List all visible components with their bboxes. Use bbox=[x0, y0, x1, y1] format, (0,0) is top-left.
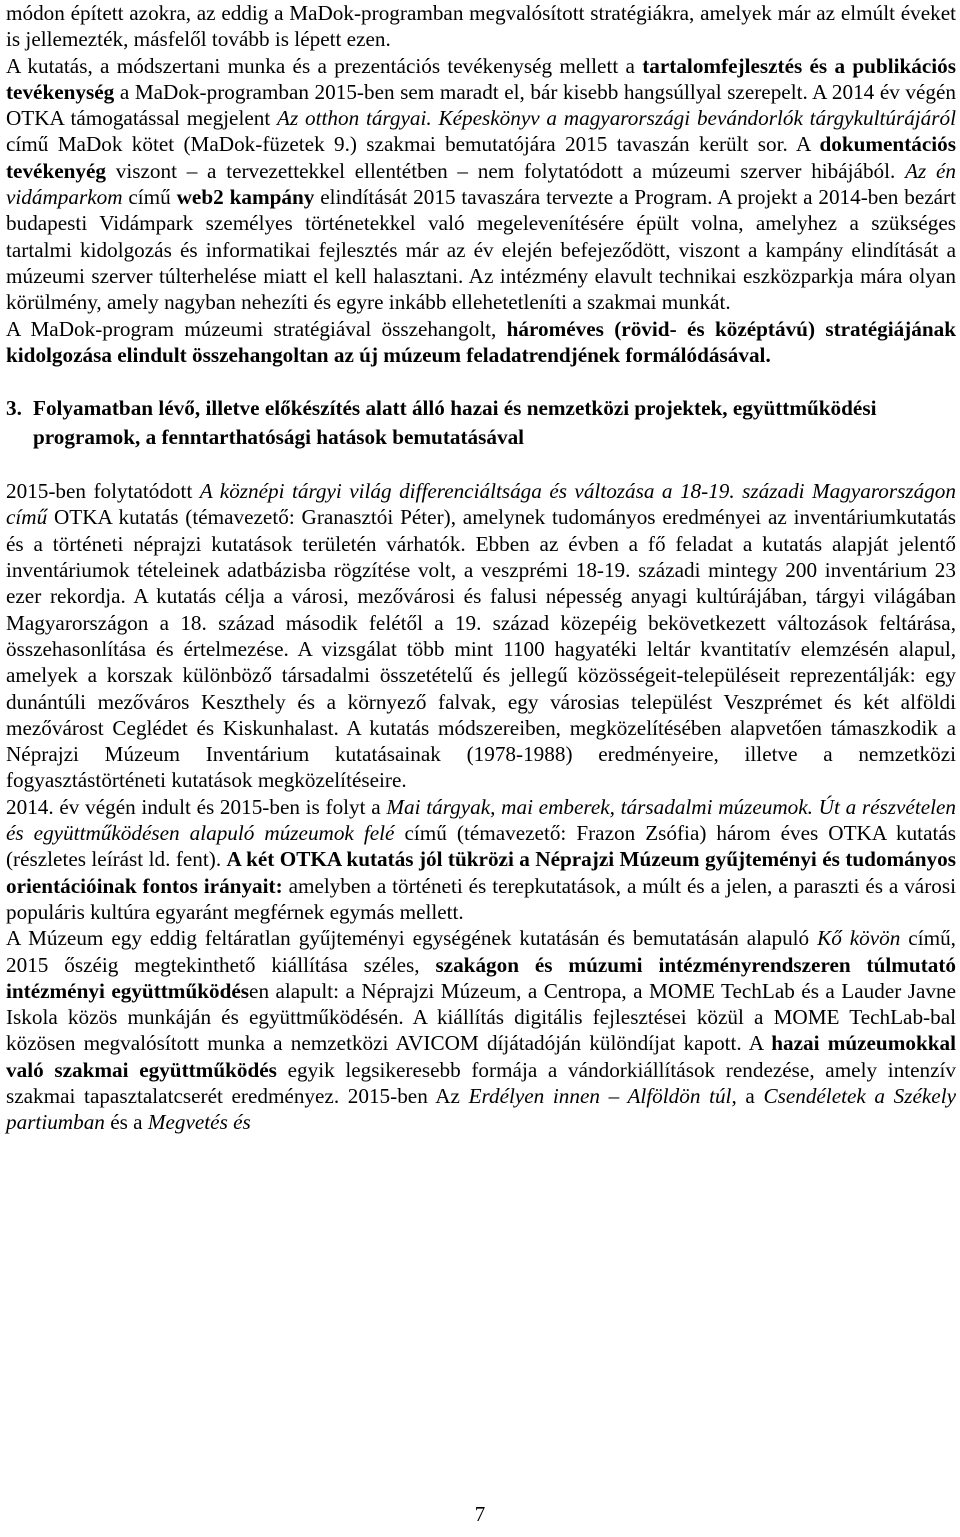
italic-run: Megvetés és bbox=[147, 1110, 251, 1135]
text-run: OTKA kutatás (témavezető: Granasztói Péter), amelynek tudományos eredményei az inventáriumkutatás és a történeti néprajzi kutatások területén várhatók. Ebben az évben a fő feladat a kutatás alapját jelentő inventáriumok tételeinek adatbázisba rögzítése volt, a veszprémi 18-19. századi mintegy 200 inventárium 23 ezer rekordja. A kutatás célja a városi, mezővárosi és falusi népesség anyagi kultúrájában, tárgyi világában Magyarországon a 18. század második felétől a 19. század közepéig bekövetkezett változások feltárása, összehasonlítása és értelmezése. A vizsgálat több mint 1100 hagyatéki leltár kvantitatív elemzésén alapul, amelyek a korszak különböző társadalmi összetételű és jellegű közösségeit-településeit reprezentálják: egy dunántúli mezőváros Keszthely és a környező falvak, egy városias települést Veszprémet és két alföldi mezővárost Ceglédet és Kiskunhalast. A kutatás módszereiben, megközelítésében alapvetően támaszkodik a Néprajzi Múzeum Inventárium kutatásainak (1978-1988) eredményeire, illetve a nemzetközi fogyasztástörténeti kutatások megközelítéseire. bbox=[6, 505, 956, 793]
section-number: 3. bbox=[6, 396, 22, 421]
bold-run: A két OTKA kutatás jól tükrözi a Néprajzi Múzeum gyűjteményi és tudományos orientációinak fontos irányait: bbox=[6, 847, 956, 898]
text-run: című bbox=[122, 185, 177, 210]
paragraph-6 bbox=[6, 925, 956, 1135]
text-run: en alapult: a Néprajzi Múzeum, a Centropa, a MOME TechLab és a Lauder Javne Iskola közös munkáján és együttműködésén. A kiállítás digitális fejlesztései közül a MOME TechLab-bal közösen megvalósított munka a nemzetközi AVICOM díjátadóján különdíjat kapott. A bbox=[6, 978, 956, 1056]
spacer bbox=[6, 368, 956, 394]
text-run: című (témavezető: Frazon Zsófia) három éves OTKA kutatás (részletes leírást ld. fent). bbox=[6, 821, 957, 872]
paragraph-4 bbox=[6, 478, 956, 794]
text-run: viszont – a tervezettekkel ellentétben – nem folytatódott a múzeumi szerver hibájából. bbox=[106, 158, 906, 183]
italic-run: Csendéletek a Székely partiumban bbox=[6, 1083, 957, 1135]
text-run: 2015-ben folytatódott bbox=[6, 479, 200, 504]
italic-run: Kő kövön bbox=[817, 926, 901, 951]
text-run: 2014. év végén indult és 2015-ben is folyt a bbox=[6, 794, 387, 819]
spacer bbox=[6, 452, 956, 478]
paragraph-1 bbox=[6, 0, 956, 53]
text-run: amelyben a történeti és terepkutatások, a múlt és a jelen, a paraszti és a városi populáris kultúra egyaránt megférnek egymás mellett. bbox=[6, 873, 956, 924]
text-run: A Múzeum egy eddig feltáratlan gyűjteményi egységének kutatásán és bemutatásán alapuló bbox=[6, 926, 818, 951]
text-run: a MaDok-programban 2015-ben sem maradt el, bár kisebb hangsúllyal szerepelt. A 2014 év végén OTKA támogatással megjelent bbox=[6, 79, 956, 131]
paragraph-5 bbox=[6, 794, 956, 925]
paragraph-2 bbox=[6, 53, 956, 316]
text-run: , a bbox=[731, 1083, 764, 1108]
bold-run: dokumentációs tevékenyég bbox=[6, 132, 956, 183]
paragraph-3 bbox=[6, 316, 956, 369]
bold-run: web2 kampány bbox=[176, 185, 315, 210]
bold-run: hazai múzeumokkal való szakmai együttműködés bbox=[6, 1031, 957, 1082]
italic-run: Az otthon tárgyai. Képeskönyv a magyarországi bevándorlók tárgykultúrájáról bbox=[277, 106, 956, 131]
italic-run: Mai tárgyak, mai emberek, társadalmi múzeumok. Út a részvételen és együttműködésen alapuló múzeumok felé bbox=[6, 794, 956, 846]
italic-run: Az én vidámparkom bbox=[6, 158, 957, 210]
document-page bbox=[6, 0, 956, 1136]
text-run: A MaDok-program múzeumi stratégiával összehangolt, bbox=[6, 316, 507, 341]
page-number: 7 bbox=[474, 1502, 486, 1526]
text-run: és a bbox=[104, 1110, 148, 1135]
bold-run: hároméves (rövid- és középtávú) stratégiájának kidolgozása elindult összehangoltan az új múzeum feladatrendjének formálódásával. bbox=[6, 316, 956, 367]
italic-run: A köznépi tárgyi világ differenciáltsága és változása a 18-19. századi Magyarországon című bbox=[6, 479, 956, 530]
italic-run: Erdélyen innen – Alföldön túl bbox=[468, 1083, 732, 1108]
section-heading bbox=[6, 394, 956, 452]
text-run: egyik legsikeresebb formája a vándorkiállítások rendezése, amely intenzív szakmai tapasztalatcserét eredményez. 2015-ben Az bbox=[6, 1057, 957, 1108]
bold-run: tartalomfejlesztés és a publikációs tevékenység bbox=[6, 53, 956, 104]
text-run: című, 2015 őszéig megtekinthető kiállítása széles, bbox=[6, 926, 956, 977]
text-run: módon épített azokra, az eddig a MaDok-programban megvalósított stratégiákra, amelyek már az elmúlt éveket is jellemezték, másfelől tovább is lépett ezen. bbox=[6, 1, 956, 52]
text-run: A kutatás, a módszertani munka és a prezentációs tevékenység mellett a bbox=[6, 53, 643, 78]
bold-run: szakágon és múzumi intézményrendszeren túlmutató intézményi együttműködés bbox=[6, 952, 956, 1003]
text-run: elindítását 2015 tavaszára tervezte a Program. A projekt a 2014-ben bezárt budapesti Vidámpark személyes történetekkel való megelevenítésére épült volna, amelyhez a szükséges tartalmi kidolgozás és informatikai fejlesztés már az év elején befejeződött, viszont a kampány elindítását a múzeumi szerver túlterhelése miatt el kell halasztani. Az intézmény elavult technikai eszközparkja mára olyan körülmény, amely nagyban nehezíti és egyre inkább ellehetetleníti a szakmai munkát. bbox=[6, 185, 956, 315]
section-title: Folyamatban lévő, illetve előkészítés alatt álló hazai és nemzetközi projektek, együttműködési programok, a fenntarthatósági hatások bemutatásával bbox=[33, 396, 877, 450]
text-run: című MaDok kötet (MaDok-füzetek 9.) szakmai bemutatójára 2015 tavaszán került sor. A bbox=[6, 132, 820, 157]
